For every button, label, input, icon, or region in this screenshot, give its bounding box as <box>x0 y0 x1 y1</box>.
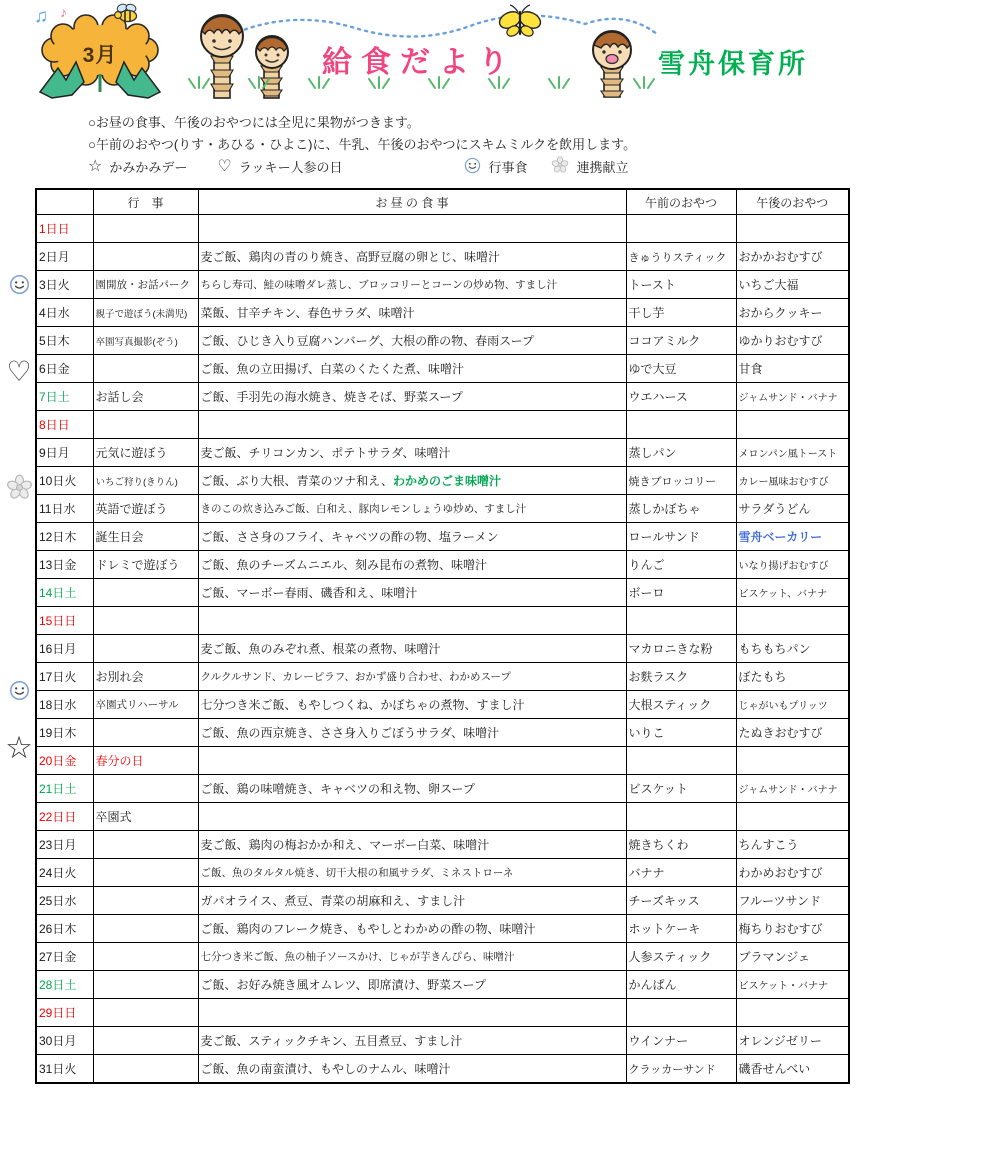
music-note-icon: ♪ <box>60 4 67 20</box>
table-row <box>36 719 849 747</box>
event-cell: 誕生日会 <box>93 523 198 551</box>
table-row <box>36 775 849 803</box>
event-cell <box>93 607 198 635</box>
legend-item <box>464 157 527 176</box>
am-snack-cell: チーズキッス <box>626 887 736 915</box>
pm-snack-cell: わかめおむすび <box>736 859 849 887</box>
event-cell <box>93 579 198 607</box>
am-snack-cell: ココアミルク <box>626 327 736 355</box>
event-cell <box>93 1027 198 1055</box>
lunch-text: ガパオライス、煮豆、青菜の胡麻和え、すまし汁 <box>200 894 466 908</box>
event-cell: 卒園式 <box>93 803 198 831</box>
event-cell: 春分の日 <box>93 747 198 775</box>
pm-snack-cell: いなり揚げおむすび <box>736 551 849 579</box>
pm-snack-cell: ビスケット・バナナ <box>736 971 849 999</box>
pm-snack-cell: ちんすこう <box>736 831 849 859</box>
pm-snack-cell: 梅ちりおむすび <box>736 915 849 943</box>
am-snack-cell: いりこ <box>626 719 736 747</box>
date-cell: 17日火 <box>36 663 93 691</box>
table-row <box>36 551 849 579</box>
lunch-cell <box>198 1055 626 1084</box>
lunch-text: ご飯、手羽先の海水焼き、焼きそば、野菜スープ <box>200 390 463 404</box>
pm-snack-cell: カレー風味おむすび <box>736 467 849 495</box>
lunch-text: 麦ご飯、スティックチキン、五目煮豆、すまし汁 <box>200 1034 463 1048</box>
lunch-cell <box>198 355 626 383</box>
pm-snack-cell: いちご大福 <box>736 271 849 299</box>
lunch-cell <box>198 691 626 719</box>
event-cell <box>93 215 198 243</box>
am-snack-cell <box>626 411 736 439</box>
lunch-cell <box>198 411 626 439</box>
lunch-text: 麦ご飯、魚のみぞれ煮、根菜の煮物、味噌汁 <box>200 642 441 656</box>
table-row <box>36 971 849 999</box>
date-cell: 6日金 <box>36 355 93 383</box>
lunch-cell <box>198 579 626 607</box>
pm-snack-cell: 雪舟ベーカリー <box>736 523 849 551</box>
am-snack-cell: ホットケーキ <box>626 915 736 943</box>
date-cell: 28日土 <box>36 971 93 999</box>
pm-snack-cell: たぬきおむすび <box>736 719 849 747</box>
legend-item <box>551 156 628 176</box>
smiley-icon <box>464 157 481 176</box>
page-title: 給食だより <box>322 46 517 79</box>
col-header-date <box>36 189 93 215</box>
am-snack-cell: 焼きブロッコリー <box>626 467 736 495</box>
am-snack-cell: ウインナー <box>626 1027 736 1055</box>
event-cell <box>93 1055 198 1084</box>
date-cell: 9日月 <box>36 439 93 467</box>
date-cell: 2日月 <box>36 243 93 271</box>
month-label: 3月 <box>82 44 118 67</box>
pm-snack-cell: フルーツサンド <box>736 887 849 915</box>
tsukushi-character <box>593 31 631 97</box>
lunch-text: 麦ご飯、チリコンカン、ポテトサラダ、味噌汁 <box>200 446 451 460</box>
col-header-am-snack: 午前のおやつ <box>626 189 736 215</box>
date-cell: 8日日 <box>36 411 93 439</box>
tsukushi-character <box>256 36 288 98</box>
event-cell: 卒園写真撮影(ぞう) <box>93 327 198 355</box>
pm-snack-cell: 磯香せんべい <box>736 1055 849 1084</box>
table-row <box>36 859 849 887</box>
table-row <box>36 411 849 439</box>
smiley-icon <box>9 680 30 701</box>
dotted-arc <box>238 15 657 36</box>
menu-table-body <box>36 215 849 1084</box>
legend <box>88 155 628 177</box>
am-snack-cell: ビスケット <box>626 775 736 803</box>
lunch-cell <box>198 271 626 299</box>
table-row <box>36 887 849 915</box>
event-cell <box>93 859 198 887</box>
lunch-cell <box>198 803 626 831</box>
pm-snack-cell <box>736 803 849 831</box>
pm-snack-cell: おかかおむすび <box>736 243 849 271</box>
am-snack-cell: マカロニきな粉 <box>626 635 736 663</box>
table-row <box>36 439 849 467</box>
lunch-text: 菜飯、甘辛チキン、春色サラダ、味噌汁 <box>200 306 415 320</box>
event-cell <box>93 831 198 859</box>
lunch-text: ご飯、お好み焼き風オムレツ、即席漬け、野菜スープ <box>200 978 486 992</box>
date-cell: 5日木 <box>36 327 93 355</box>
legend-label: ラッキー人参の日 <box>238 159 343 175</box>
event-cell: 英語で遊ぼう <box>93 495 198 523</box>
lunch-text: ちらし寿司、鮭の味噌ダレ蒸し、ブロッコリーとコーンの炒め物、すまし汁 <box>200 279 558 291</box>
pm-snack-cell <box>736 607 849 635</box>
table-row <box>36 663 849 691</box>
date-cell: 15日日 <box>36 607 93 635</box>
date-cell: 29日日 <box>36 999 93 1027</box>
lunch-cell <box>198 943 626 971</box>
lunch-cell <box>198 859 626 887</box>
lunch-cell <box>198 215 626 243</box>
lunch-cell <box>198 775 626 803</box>
am-snack-cell: お麩ラスク <box>626 663 736 691</box>
table-row <box>36 999 849 1027</box>
lunch-cell <box>198 635 626 663</box>
date-cell: 10日火 <box>36 467 93 495</box>
lunch-cell <box>198 747 626 775</box>
lunch-cell <box>198 719 626 747</box>
lunch-cell <box>198 663 626 691</box>
date-cell: 21日土 <box>36 775 93 803</box>
flower-icon <box>551 156 569 176</box>
pm-snack-cell: メロンパン風トースト <box>736 439 849 467</box>
date-cell: 25日水 <box>36 887 93 915</box>
date-cell: 4日水 <box>36 299 93 327</box>
event-cell <box>93 887 198 915</box>
date-cell: 27日金 <box>36 943 93 971</box>
school-name: 雪舟保育所 <box>658 49 808 79</box>
table-row <box>36 271 849 299</box>
am-snack-cell: 焼きちくわ <box>626 831 736 859</box>
pm-snack-cell: もちもちパン <box>736 635 849 663</box>
event-cell: 園開放・お話パーク <box>93 271 198 299</box>
event-cell: 元気に遊ぼう <box>93 439 198 467</box>
table-row <box>36 607 849 635</box>
event-cell: お話し会 <box>93 383 198 411</box>
date-cell: 19日木 <box>36 719 93 747</box>
table-row <box>36 1027 849 1055</box>
lunch-cell <box>198 299 626 327</box>
lunch-cell <box>198 607 626 635</box>
date-cell: 26日木 <box>36 915 93 943</box>
am-snack-cell <box>626 803 736 831</box>
lunch-cell <box>198 971 626 999</box>
lunch-text: ご飯、鶏肉のフレーク焼き、もやしとわかめの酢の物、味噌汁 <box>200 922 536 936</box>
lunch-cell <box>198 999 626 1027</box>
table-row <box>36 831 849 859</box>
lunch-text: ご飯、魚の西京焼き、ささ身入りごぼうサラダ、味噌汁 <box>200 726 500 740</box>
date-cell: 22日日 <box>36 803 93 831</box>
am-snack-cell: クラッカーサンド <box>626 1055 736 1084</box>
col-header-pm-snack: 午後のおやつ <box>736 189 849 215</box>
lunch-cell <box>198 495 626 523</box>
table-row <box>36 803 849 831</box>
lunch-text: クルクルサンド、カレーピラフ、おかず盛り合わせ、わかめスープ <box>200 671 511 683</box>
lunch-cell <box>198 831 626 859</box>
event-cell: 卒園式リハーサル <box>93 691 198 719</box>
date-cell: 3日火 <box>36 271 93 299</box>
table-row <box>36 635 849 663</box>
lunch-cell <box>198 1027 626 1055</box>
pm-snack-cell: サラダうどん <box>736 495 849 523</box>
pm-snack-cell: 甘食 <box>736 355 849 383</box>
am-snack-cell <box>626 747 736 775</box>
table-row <box>36 915 849 943</box>
pm-snack-cell: ジャムサンド・バナナ <box>736 775 849 803</box>
pm-snack-cell <box>736 411 849 439</box>
table-row <box>36 215 849 243</box>
table-row <box>36 1055 849 1084</box>
lunch-text: ご飯、魚のチーズムニエル、刻み昆布の煮物、味噌汁 <box>200 558 487 572</box>
lunch-text: ご飯、ささ身のフライ、キャベツの酢の物、塩ラーメン <box>200 530 499 544</box>
lunch-text: 七分つき米ご飯、もやしつくね、かぼちゃの煮物、すまし汁 <box>200 698 525 712</box>
col-header-event: 行 事 <box>93 189 198 215</box>
lunch-text: ご飯、鶏の味噌焼き、キャベツの和え物、卵スープ <box>200 782 475 796</box>
table-row <box>36 383 849 411</box>
am-snack-cell: 干し芋 <box>626 299 736 327</box>
event-cell: いちご狩り(きりん) <box>93 467 198 495</box>
lunch-text: 七分つき米ご飯、魚の柚子ソースかけ、じゃが芋きんぴら、味噌汁 <box>200 951 515 963</box>
date-cell: 31日火 <box>36 1055 93 1084</box>
legend-label: かみかみデー <box>109 159 188 175</box>
table-row <box>36 691 849 719</box>
am-snack-cell: ボーロ <box>626 579 736 607</box>
event-cell <box>93 719 198 747</box>
date-cell: 30日月 <box>36 1027 93 1055</box>
event-cell <box>93 775 198 803</box>
event-cell <box>93 999 198 1027</box>
event-cell <box>93 971 198 999</box>
am-snack-cell: かんぱん <box>626 971 736 999</box>
table-row <box>36 747 849 775</box>
table-row <box>36 579 849 607</box>
lunch-text: ご飯、魚の立田揚げ、白菜のくたくた煮、味噌汁 <box>200 362 465 376</box>
lunch-text: ご飯、魚の南蛮漬け、もやしのナムル、味噌汁 <box>200 1062 451 1076</box>
am-snack-cell: 蒸しパン <box>626 439 736 467</box>
lunch-cell <box>198 523 626 551</box>
event-cell <box>93 943 198 971</box>
event-cell <box>93 635 198 663</box>
table-row <box>36 523 849 551</box>
heart-icon: ♡ <box>6 354 32 388</box>
pm-snack-cell <box>736 215 849 243</box>
lunch-text: ご飯、魚のタルタル焼き、切干大根の和風サラダ、ミネストローネ <box>200 867 514 879</box>
col-header-lunch: お 昼 の 食 事 <box>198 189 626 215</box>
date-cell: 1日日 <box>36 215 93 243</box>
pm-snack-cell: ゆかりおむすび <box>736 327 849 355</box>
date-cell: 14日土 <box>36 579 93 607</box>
event-cell <box>93 411 198 439</box>
am-snack-cell <box>626 215 736 243</box>
am-snack-cell: ロールサンド <box>626 523 736 551</box>
event-cell: 親子で遊ぼう(未満児) <box>93 299 198 327</box>
heart-icon: ♡ <box>217 156 232 175</box>
table-row <box>36 943 849 971</box>
event-cell: お別れ会 <box>93 663 198 691</box>
am-snack-cell: トースト <box>626 271 736 299</box>
tsukushi-character <box>201 15 243 98</box>
menu-table <box>35 188 850 1084</box>
am-snack-cell: 大根スティック <box>626 691 736 719</box>
date-cell: 24日火 <box>36 859 93 887</box>
lunch-text: きのこの炊き込みご飯、白和え、豚肉レモンしょうゆ炒め、すまし汁 <box>200 503 527 515</box>
date-cell: 20日金 <box>36 747 93 775</box>
lunch-cell <box>198 327 626 355</box>
lunch-text: 麦ご飯、鶏肉の梅おかか和え、マーボー白菜、味噌汁 <box>200 838 490 852</box>
pm-snack-cell: オレンジゼリー <box>736 1027 849 1055</box>
header-row <box>36 189 849 215</box>
table-row <box>36 467 849 495</box>
flower-icon <box>6 474 33 501</box>
pm-snack-cell: ブラマンジェ <box>736 943 849 971</box>
table-row <box>36 355 849 383</box>
event-cell <box>93 355 198 383</box>
date-cell: 13日金 <box>36 551 93 579</box>
am-snack-cell <box>626 999 736 1027</box>
am-snack-cell <box>626 607 736 635</box>
date-cell: 12日木 <box>36 523 93 551</box>
lunch-highlight-text: わかめのごま味噌汁 <box>392 474 501 488</box>
star-icon: ☆ <box>88 156 103 175</box>
event-cell: ドレミで遊ぼう <box>93 551 198 579</box>
table-row <box>36 495 849 523</box>
legend-item <box>217 157 342 176</box>
lunch-cell <box>198 439 626 467</box>
smiley-icon <box>9 274 30 295</box>
am-snack-cell: 蒸しかぼちゃ <box>626 495 736 523</box>
butterfly-icon <box>497 5 543 38</box>
pm-snack-cell <box>736 747 849 775</box>
lunch-text: ご飯、ぶり大根、青菜のツナ和え、 <box>200 474 393 488</box>
lunch-text: ご飯、マーボー春雨、磯香和え、味噌汁 <box>200 586 418 600</box>
pm-snack-cell: おからクッキー <box>736 299 849 327</box>
event-cell <box>93 243 198 271</box>
star-icon: ☆ <box>5 730 33 766</box>
pm-snack-cell: じゃがいもプリッツ <box>736 691 849 719</box>
lunch-cell <box>198 467 626 495</box>
date-cell: 7日土 <box>36 383 93 411</box>
event-cell <box>93 915 198 943</box>
table-row <box>36 243 849 271</box>
legend-label: 連携献立 <box>576 159 629 175</box>
lunch-text: ご飯、ひじき入り豆腐ハンバーグ、大根の酢の物、春雨スープ <box>200 334 534 348</box>
lunch-cell <box>198 551 626 579</box>
pm-snack-cell: ビスケット、バナナ <box>736 579 849 607</box>
am-snack-cell: ゆで大豆 <box>626 355 736 383</box>
lunch-cell <box>198 243 626 271</box>
table-row <box>36 299 849 327</box>
am-snack-cell: バナナ <box>626 859 736 887</box>
am-snack-cell: ウエハース <box>626 383 736 411</box>
music-note-icon: ♫ <box>34 6 49 27</box>
note-line-2: ○午前のおやつ(りす・あひる・ひよこ)に、牛乳、午後のおやつにスキムミルクを飲用します。 <box>88 137 637 152</box>
pm-snack-cell: ぼたもち <box>736 663 849 691</box>
legend-item <box>88 157 187 176</box>
lunch-text: 麦ご飯、鶏肉の青のり焼き、高野豆腐の卵とじ、味噌汁 <box>200 250 501 264</box>
date-cell: 18日水 <box>36 691 93 719</box>
lunch-cell <box>198 915 626 943</box>
date-cell: 16日月 <box>36 635 93 663</box>
am-snack-cell: りんご <box>626 551 736 579</box>
lunch-cell <box>198 887 626 915</box>
legend-label: 行事食 <box>488 159 528 175</box>
table-row <box>36 327 849 355</box>
am-snack-cell: 人参スティック <box>626 943 736 971</box>
pm-snack-cell <box>736 999 849 1027</box>
date-cell: 11日水 <box>36 495 93 523</box>
lunch-cell <box>198 383 626 411</box>
note-line-1: ○お昼の食事、午後のおやつには全児に果物がつきます。 <box>88 115 420 130</box>
pm-snack-cell: ジャムサンド・バナナ <box>736 383 849 411</box>
bee-icon <box>115 3 137 22</box>
am-snack-cell: きゅうりスティック <box>626 243 736 271</box>
date-cell: 23日月 <box>36 831 93 859</box>
